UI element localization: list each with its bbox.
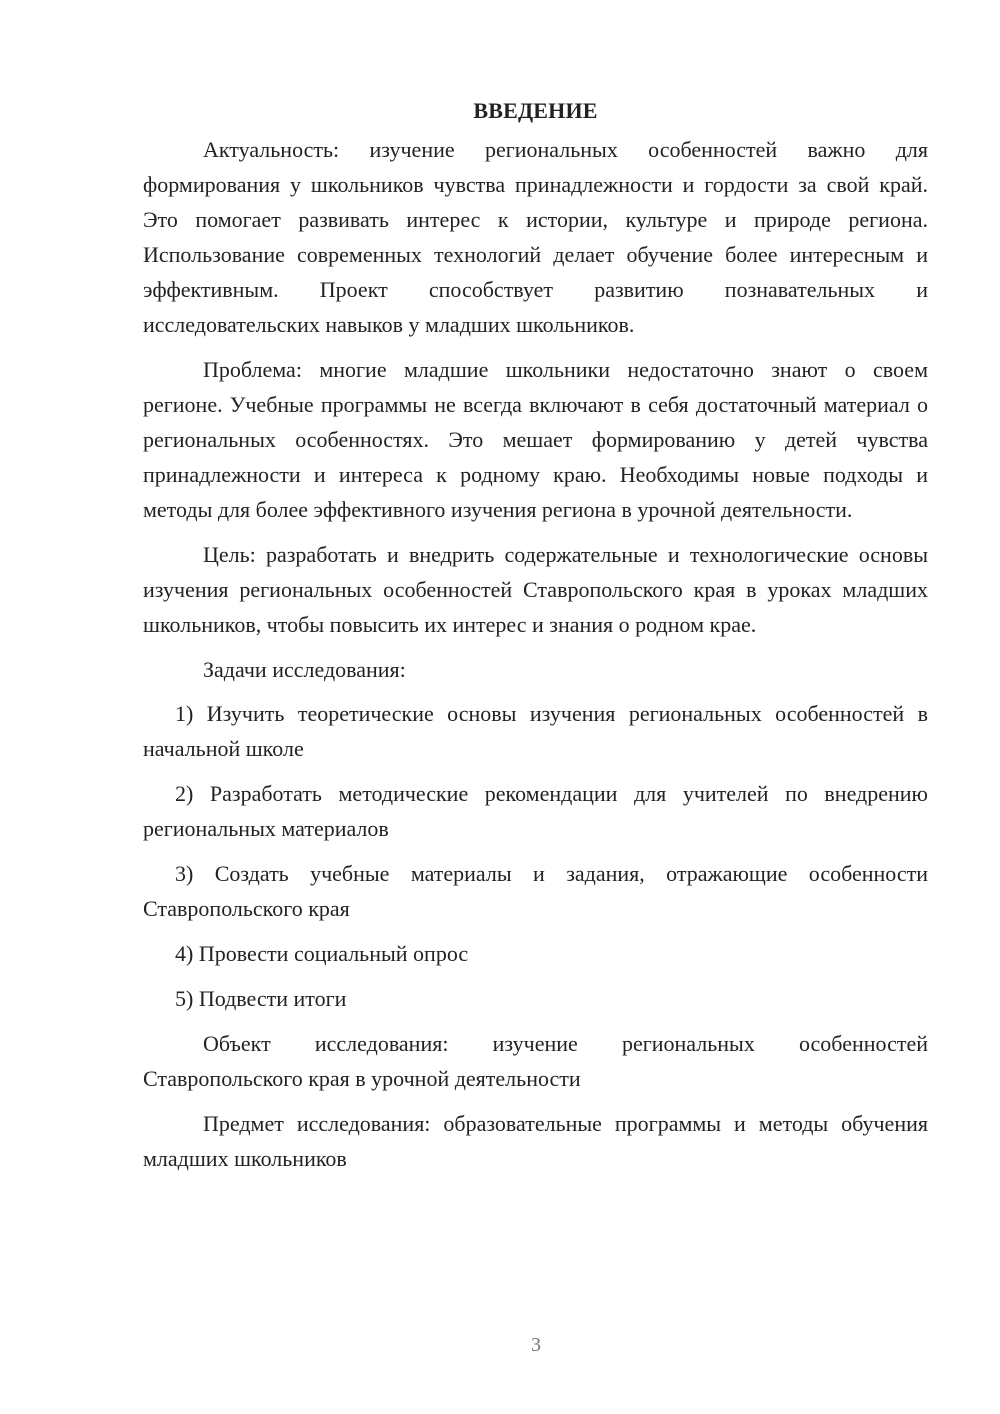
tasks-heading: Задачи исследования:	[203, 657, 406, 682]
page-number: 3	[531, 1334, 541, 1356]
task-item: 2) Разработать методические рекомендации для учителей по внедрению региональных материалов	[143, 781, 928, 841]
paragraph-relevance: Актуальность: изучение региональных особенностей важно для формирования у школьников чувства принадлежности и гордости за свой край. Это помогает развивать интерес к истории, культуре и природе региона. Использование современных технологий делает обучение более интересным и эффективным. Проект способствует развитию познавательных и исследовательских навыков у младших школьников.	[143, 137, 928, 337]
task-item: 5) Подвести итоги	[175, 986, 347, 1011]
section-title: ВВЕДЕНИЕ	[473, 98, 598, 123]
tasks-list	[143, 696, 928, 1016]
task-item: 3) Создать учебные материалы и задания, отражающие особенности Ставропольского края	[143, 861, 928, 921]
paragraph-subject: Предмет исследования: образовательные программы и методы обучения младших школьников	[143, 1111, 928, 1171]
task-item: 4) Провести социальный опрос	[175, 941, 469, 966]
paragraph-problem: Проблема: многие младшие школьники недостаточно знают о своем регионе. Учебные программы не всегда включают в себя достаточный материал о региональных особенностях. Это мешает формированию у детей чувства принадлежности и интереса к родному краю. Необходимы новые подходы и методы для более эффективного изучения региона в урочной деятельности.	[143, 357, 928, 522]
paragraph-object: Объект исследования: изучение региональных особенностей Ставропольского края в урочной деятельности	[143, 1031, 928, 1091]
task-item: 1) Изучить теоретические основы изучения региональных особенностей в начальной школе	[143, 701, 928, 761]
page-content	[143, 96, 928, 1186]
paragraph-goal: Цель: разработать и внедрить содержательные и технологические основы изучения региональных особенностей Ставропольского края в уроках младших школьников, чтобы повысить их интерес и знания о родном крае.	[143, 542, 928, 637]
